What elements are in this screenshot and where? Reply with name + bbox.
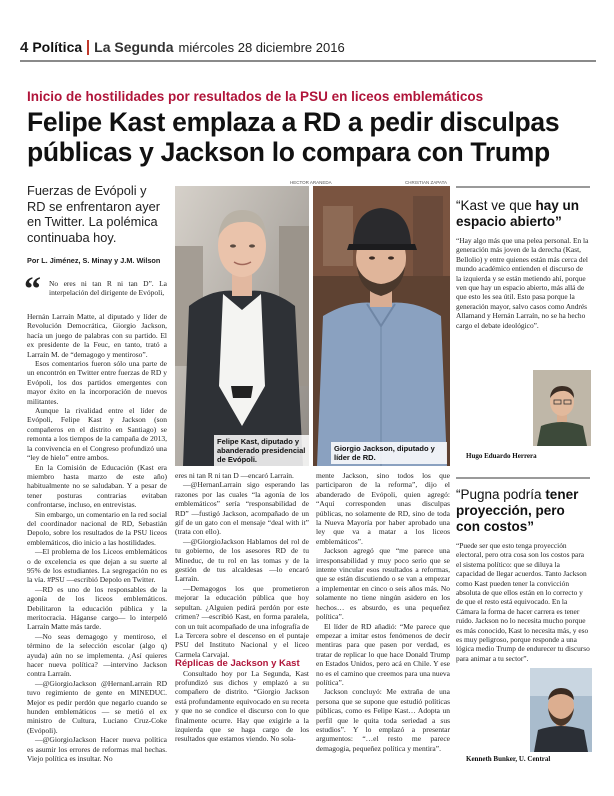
paragraph: Sin embargo, un comentario en la red social del coordinador nacional de RD, Sebastián Depolo, sobre los resultados de la PSU liceos emblemáticos, dio inicio a las hostilidades. <box>27 509 167 547</box>
paragraph: Jackson concluyó: Me extraña de una persona que se supone que estudió políticas públicas, como es Felipe Kast… Adopta un perfil que le quita toda seriedad a sus estudios”. Y lo emplazó a presentar argumentos: “…el resto me parece demagogia, pequeñez política y mentira”. <box>316 687 450 753</box>
sidebar-quote-headline <box>456 198 590 230</box>
quote-bold: hay un espacio abierto” <box>456 198 580 229</box>
sidebar-quote-bunker <box>456 477 590 663</box>
paragraph: —RD es uno de los responsables de la agonía de los liceos emblemáticos. Debilitaron la educación pública y la meritocracia. Háganse cargo— lo interpeló Larraín Matte más tarde. <box>27 584 167 632</box>
kast-photo-credit: HECTOR ARANEDA <box>290 180 332 185</box>
paragraph: En la Comisión de Educación (Kast era miembro hasta marzo de este año) habitualmente no se saludaban. Y a pesar de tener posturas contrarias evitaban confrontarse, incluso, en entrevistas. <box>27 462 167 510</box>
paragraph: —Demagogos los que prometieron mejorar la educación pública que hoy sepultan. ¿Alguien pedirá perdón por este crimen? —escribió Kast, en forma paralela, con un tuit acompañado de una infografía de La Tercera sobre el descenso en el puntaje PSU del Instituto Nacional y el liceo Carmela Carvajal. <box>175 583 309 659</box>
kast-portrait-image <box>175 186 309 466</box>
kast-photo-caption: Felipe Kast, diputado y abanderado presidencial de Evópoli. <box>214 435 312 466</box>
jackson-photo <box>313 186 450 466</box>
paragraph: —No seas demagogo y mentiroso, el término de la selección escolar (algo q) ayuda) aún no se implementa. ¿Así quieres hacer nueva política? —intervino Jackson contra Larraín. <box>27 631 167 679</box>
sidebar-rule <box>456 477 590 479</box>
lead-paragraph: No eres ni tan R ni tan D”. La interpelación del dirigente de Evópoli, <box>49 279 167 298</box>
paragraph: —@GiorgioJackson Hablamos del rol de tu gobierno, de los asesores RD de tu Mineduc, de tu rol en las tomas y de la gestión de tus alcaldesas —lo encaró Larraín. <box>175 536 309 584</box>
paragraph: Jackson agregó que “me parece una irresponsabilidad y muy poco serio que se intente vincular esos resultados a reformas, que se están discutiendo o se van a empezar a implementar en cinco o seis años más. No solamente no tiene ningún asidero en los hechos… es absurdo, es una pequeñez política”. <box>316 546 450 622</box>
quote-open: “Kast ve que <box>456 198 536 213</box>
header-divider <box>87 40 89 55</box>
sidebar-quote-headline <box>456 487 590 535</box>
paragraph: Consultado hoy por La Segunda, Kast profundizó sus dichos y emplazó a su compañero de distrito. “Giorgio Jackson está profundamente equivocado en su receta y que no se condice el discurso con lo que finalmente ocurre. Hay que exigirle a la izquierda que se haga cargo de los resultados que estamos viendo. No sola- <box>175 668 309 744</box>
bunker-portrait-image <box>530 668 592 752</box>
header-rule <box>20 60 596 62</box>
issue-date: miércoles 28 diciembre 2016 <box>178 39 345 55</box>
jackson-photo-caption: Giorgio Jackson, diputado y líder de RD. <box>331 442 447 464</box>
sidebar-quote-herrera <box>456 186 590 330</box>
paragraph: eres ni tan R ni tan D —encaró Larraín. <box>175 471 294 480</box>
page-number: 4 <box>20 38 29 56</box>
newspaper-name: La Segunda <box>94 39 174 55</box>
herrera-photo <box>533 370 591 446</box>
quote-bold: tener proyección, pero con costos” <box>456 487 579 534</box>
bunker-name: Kenneth Bunker, U. Central <box>466 755 551 763</box>
paragraph: Hernán Larraín Matte, al diputado y líder de Revolución Democrática, Giorgio Jackson, hacía un juego de palabras con su partido. El ex presidente de la Feuc, en tanto, trató a Larraín M. de “demagogo y mentiroso”. <box>27 312 167 359</box>
article-headline: Felipe Kast emplaza a RD a pedir disculpas públicas y Jackson lo compara con Trump <box>27 107 560 167</box>
paragraph: mente Jackson, sino todos los que participaron de la reforma”, dijo el abanderado de Evópoli, quien agregó: “Aquí corresponden unas disculpas públicas, no solamente de RD, sino de toda la Nueva Mayoría por haber aprobado una ley que va a matar a los liceos emblemáticos”. <box>316 471 450 546</box>
article-column-1 <box>27 312 167 764</box>
paragraph: Esos comentarios fueron sólo una parte de un encontrón en Twitter entre fuerzas de RD y Evópoli, los dos partidos emergentes con mayor éxito en la incorporación de nuevos militantes. <box>27 359 167 406</box>
jackson-portrait-image <box>313 186 450 466</box>
article-subhead: Réplicas de Jackson y Kast <box>175 658 300 670</box>
paragraph: —@HernanLarrain sigo esperando las razones por las cuales “la agonía de los emblemáticos” sería “responsabilidad de RD” —fustigó Jackson, acompañado de un gif de un gato con el mensaje “deal with it” (trata con ello). <box>175 480 309 537</box>
article-column-3 <box>316 471 450 753</box>
bunker-photo <box>530 668 592 752</box>
paragraph: El líder de RD añadió: “Me parece que empezar a imitar estos fenómenos de decir mentiras para que pasen por verdad, es tratar de replicar lo que hace Donald Trump en Estados Unidos, pero acá en Chile. Y ese no es el camino que creemos para una nueva política”. <box>316 621 450 687</box>
kast-photo <box>175 186 309 466</box>
paragraph: Aunque la rivalidad entre el líder de Evópoli, Felipe Kast y Jackson (son compañeros en el distrito en Santiago) se remonta a los tiempos de la campaña de 2013, la convivencia en el Congreso profundizó una “ley de hielo” entre ambos. <box>27 406 167 463</box>
sidebar-rule <box>456 186 590 188</box>
quote-open: “Pugna podría <box>456 487 546 502</box>
sidebar-quote-body: “Hay algo más que una pelea personal. En la generación más joven de la derecha (Kast, Bellolio) y entre quienes están más cerca del mundo académico entienden el discurso de la izquierda y se están metiendo ahí, porque ven que hay un espacio abierto, más allá de que esto les sea útil. Esto pasa porque la generación mayor, salvo casos como Andrés Allamand y Hernán Larraín, no se ha hecho cargo el debate ideológico”. <box>456 236 589 330</box>
jackson-photo-credit: CHRISTIAN ZAPATA <box>405 180 448 185</box>
article-kicker: Inicio de hostilidades por resultados de la PSU en liceos emblemáticos <box>27 89 484 104</box>
paragraph: —El problema de los Liceos emblemáticos o de excelencia es que dejan a su suerte al 95% de los estudiantes. La segregación no es la vía. #PSU —escribió Depolo en Twitter. <box>27 547 167 585</box>
paragraph: —@GiorgioJackson @HernanLarrain RD tuvo regimiento de gente en MINEDUC. Mejor es pedir perdón que negarlo cuando se hunden emblemáticos — se metió el ex ministro de Cultura, Luciano Cruz-Coke (Evópoli). <box>27 678 167 735</box>
article-lead <box>49 279 167 298</box>
section-name: Política <box>32 39 83 55</box>
herrera-name: Hugo Eduardo Herrera <box>466 452 537 460</box>
paragraph: —@GiorgioJackson Hacer nueva política es asumir los errores de reformas mal hechas. Viejo política es insultar. No <box>27 735 167 764</box>
article-byline: Por L. Jiménez, S. Minay y J.M. Wilson <box>27 256 161 265</box>
article-column-2 <box>175 471 309 744</box>
article-dek: Fuerzas de Evópoli y RD se enfrentaron ayer en Twitter. La polémica continuaba hoy. <box>27 183 161 245</box>
herrera-portrait-image <box>533 370 591 446</box>
sidebar-quote-body: “Puede ser que esto tenga proyección electoral, pero otra cosa son los costos para el sistema político: que se diluya la capacidad de llegar acuerdos. Tanto Jackson como Kast pueden tener la convicción absoluta de que ellos están en lo correcto y de que el resto está equivocado. En la Cámara la forma de hacer carrera es tener ruido. Jackson no lo necesita mucho porque es más conocido, Kast lo necesita más, y eso es muy peligroso, porque responde a una lógica medio Trump de endurecer tu discurso para animar a tu sector”. <box>456 541 590 663</box>
drop-cap: “ <box>24 271 41 308</box>
page-header <box>20 38 596 56</box>
